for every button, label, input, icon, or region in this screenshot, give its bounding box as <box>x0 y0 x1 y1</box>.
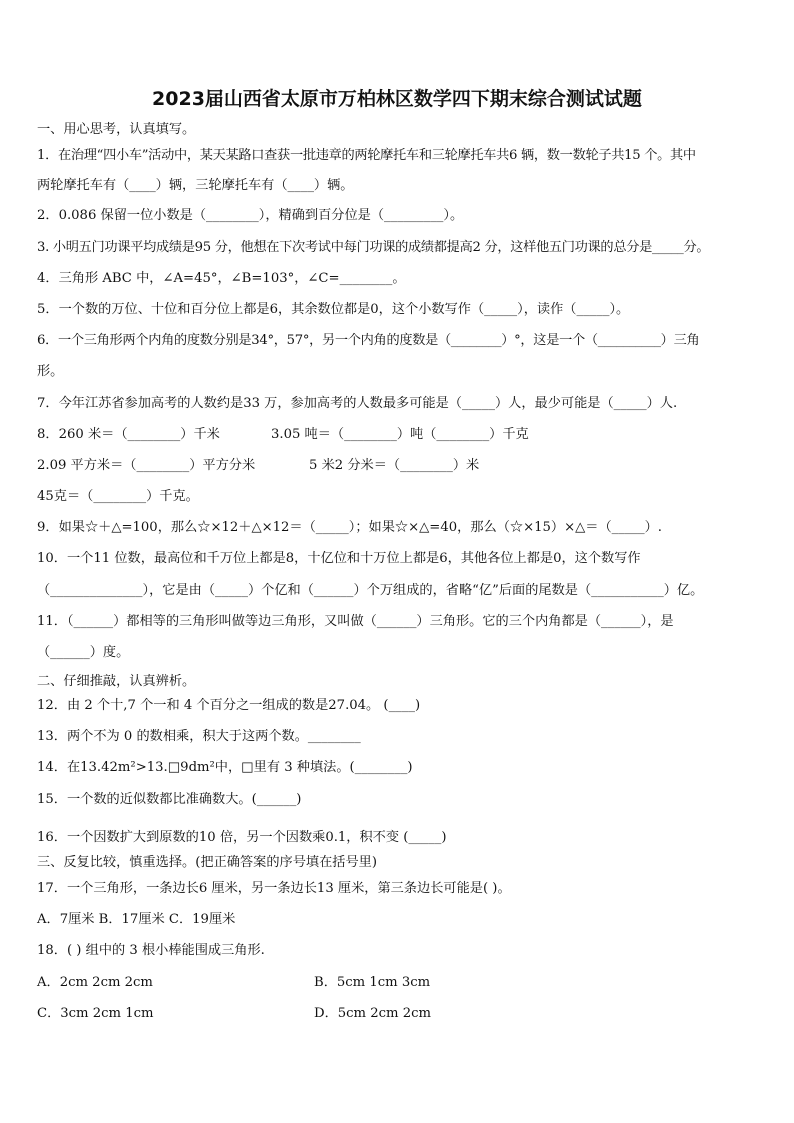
question-11-line-2: （______）度。 <box>37 645 130 660</box>
question-18-option-d: D．5cm 2cm 2cm <box>314 1006 431 1021</box>
question-7: 7．今年江苏省参加高考的人数约是33 万，参加高考的人数最多可能是（_____）人，最少可能是（_____）人. <box>37 396 678 411</box>
question-2: 2．0.086 保留一位小数是（________），精确到百分位是（_________）。 <box>37 208 464 223</box>
question-8-item-5: 45克＝（________）千克。 <box>37 489 199 504</box>
page-title: 2023届山西省太原市万柏林区数学四下期末综合测试试题 <box>152 88 642 110</box>
question-8-item-4: 5 米2 分米＝（________）米 <box>309 458 480 473</box>
question-11-line-1: 11．（______）都相等的三角形叫做等边三角形，又叫做（______）三角形。它的三个内角都是（______），是 <box>37 614 674 629</box>
question-8-item-3: 2.09 平方米＝（________）平方分米 <box>37 458 256 473</box>
question-15: 15．一个数的近似数都比准确数大。(______) <box>37 792 302 807</box>
section-heading-3: 三、反复比较，慎重选择。(把正确答案的序号填在括号里) <box>37 855 377 870</box>
question-10-line-1: 10．一个11 位数，最高位和千万位上都是8，十亿位和十万位上都是6，其他各位上都是0，这个数写作 <box>37 551 641 566</box>
question-5: 5．一个数的万位、十位和百分位上都是6，其余数位都是0，这个小数写作（_____），读作（_____）。 <box>37 302 630 317</box>
question-12: 12．由 2 个十,7 个一和 4 个百分之一组成的数是27.04。 (____) <box>37 698 421 713</box>
question-13: 13．两个不为 0 的数相乘，积大于这两个数。________ <box>37 729 361 744</box>
question-17: 17．一个三角形，一条边长6 厘米，另一条边长13 厘米，第三条边长可能是( )。 <box>37 881 511 896</box>
question-8-item-2: 3.05 吨＝（________）吨（________）千克 <box>271 427 529 442</box>
question-6-line-1: 6．一个三角形两个内角的度数分别是34°，57°，另一个内角的度数是（________）°，这是一个（__________）三角 <box>37 333 700 348</box>
section-heading-2: 二、仔细推敲，认真辨析。 <box>37 674 196 689</box>
question-4: 4．三角形 ABC 中，∠A=45°，∠B=103°，∠C=________。 <box>37 271 406 286</box>
question-8-item-1: 8．260 米＝（________）千米 <box>37 427 220 442</box>
question-1-line-1: 1．在治理“四小车”活动中，某天某路口查获一批违章的两轮摩托车和三轮摩托车共6 辆，数一数轮子共15 个。其中 <box>37 148 696 163</box>
question-18: 18．( ) 组中的 3 根小棒能围成三角形. <box>37 943 265 958</box>
question-3: 3. 小明五门功课平均成绩是95 分，他想在下次考试中每门功课的成绩都提高2 分，这样他五门功课的总分是_____分。 <box>37 240 710 255</box>
question-1-line-2: 两轮摩托车有（____）辆，三轮摩托车有（____）辆。 <box>37 178 354 193</box>
question-9: 9．如果☆＋△=100，那么☆×12＋△×12＝（_____）；如果☆×△=40，那么（☆×15）×△＝（_____）. <box>37 520 663 535</box>
question-6-line-2: 形。 <box>37 364 64 379</box>
question-18-option-a: A．2cm 2cm 2cm <box>37 975 153 990</box>
question-10-line-2: （______________），它是由（_____）个亿和（______）个万组成的，省略“亿”后面的尾数是（___________）亿。 <box>37 583 704 598</box>
section-heading-1: 一、用心思考，认真填写。 <box>37 122 196 137</box>
question-18-option-c: C．3cm 2cm 1cm <box>37 1006 154 1021</box>
question-18-option-b: B．5cm 1cm 3cm <box>314 975 431 990</box>
question-16: 16．一个因数扩大到原数的10 倍，另一个因数乘0.1，积不变 (_____) <box>37 830 447 845</box>
question-17-options: A．7厘米 B．17厘米 C．19厘米 <box>37 912 236 927</box>
question-14: 14．在13.42m²>13.□9dm²中，□里有 3 种填法。(________) <box>37 760 413 775</box>
